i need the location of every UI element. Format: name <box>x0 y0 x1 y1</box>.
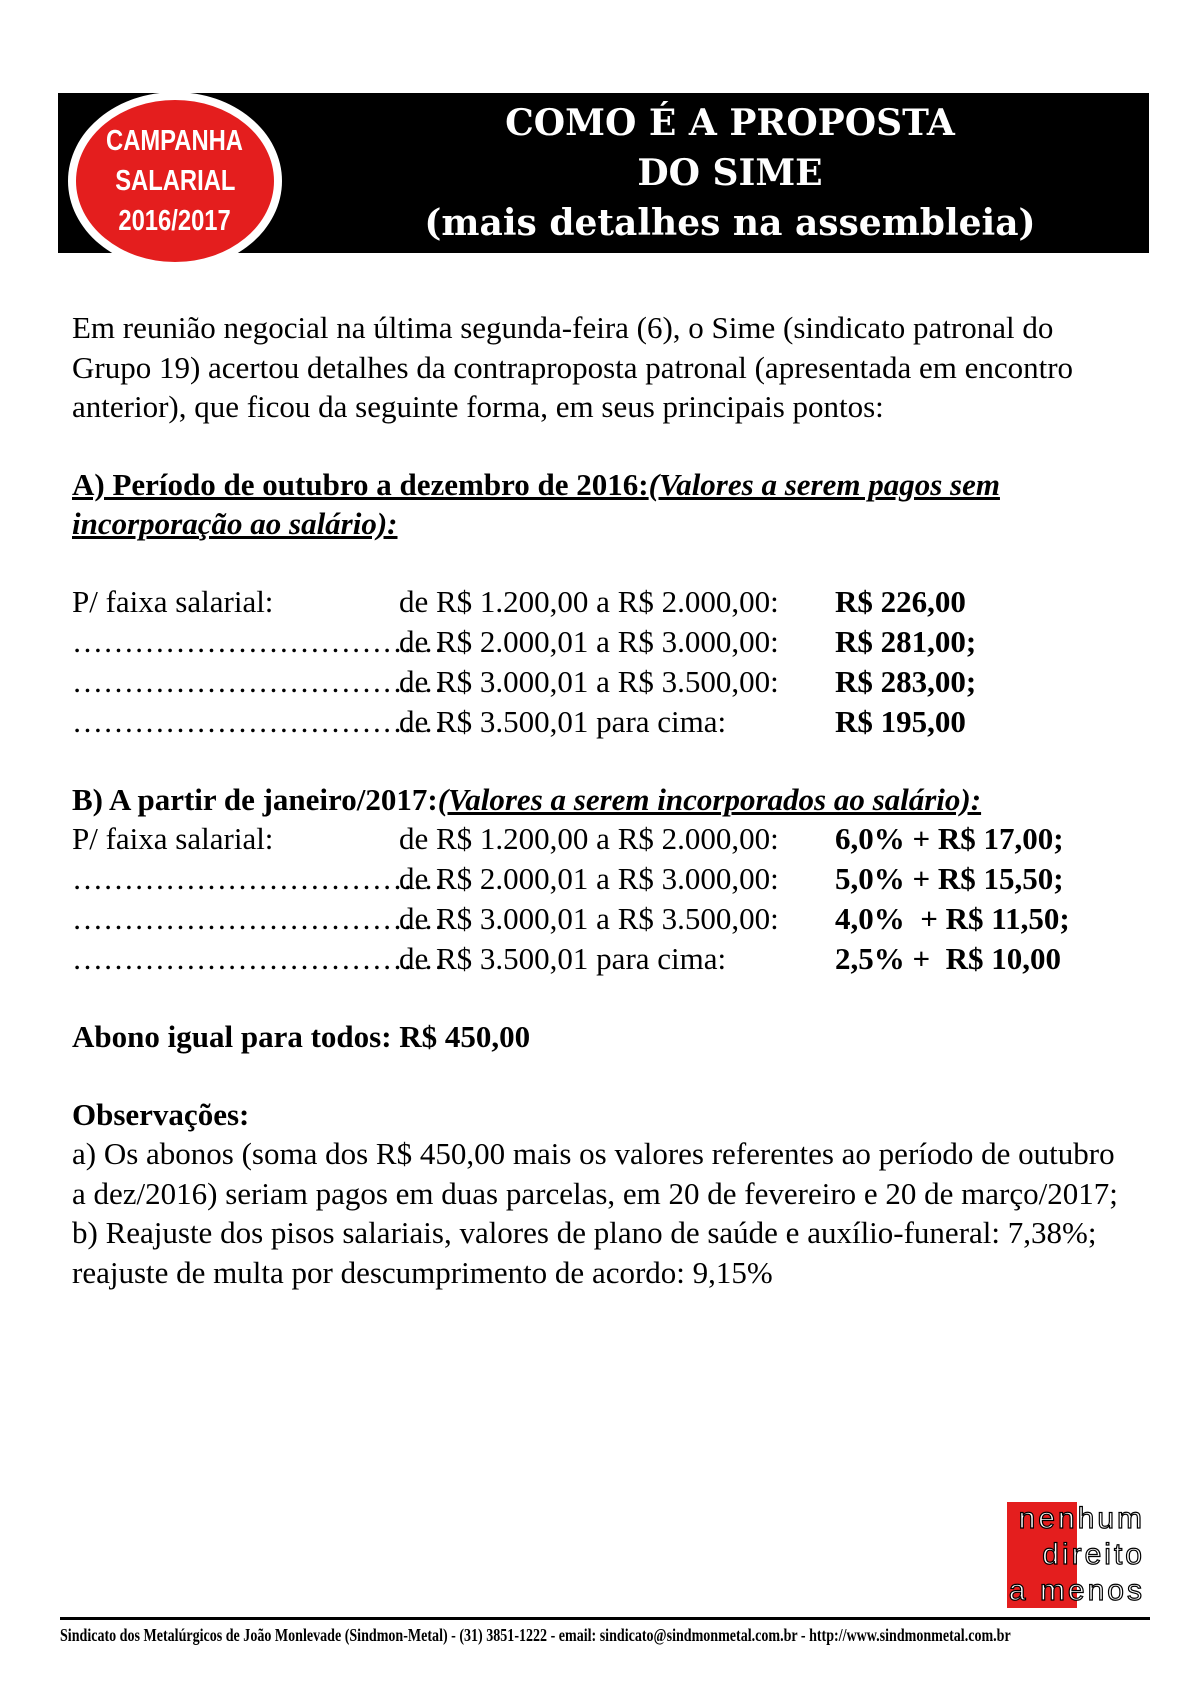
row-range: de R$ 3.000,01 a R$ 3.500,00: <box>399 901 779 936</box>
footer-contact: Sindicato dos Metalúrgicos de João Monlevade (Sindmon-Metal) - (31) 3851-1222 - email: sindicato@sindmonmetal.com.br - http://www.sindmonmetal.com.br <box>60 1625 1011 1645</box>
observacao-b: b) Reajuste dos pisos salariais, valores de plano de saúde e auxílio-funeral: 7,38%; reajuste de multa por descumprimento de acordo: 9,15% <box>72 1215 1097 1290</box>
row-range: de R$ 3.500,01 para cima: <box>399 703 727 739</box>
logo-line-3: a menos <box>1008 1574 1145 1607</box>
row-label: ……………………………… <box>72 703 444 739</box>
badge-line-1: CAMPANHA <box>106 125 244 157</box>
table-row <box>72 582 1132 622</box>
observacoes-heading: Observações: <box>72 1096 250 1132</box>
row-value: 6,0% + R$ 17,00; <box>835 821 1064 856</box>
nenhum-direito-a-menos-logo <box>975 1502 1145 1610</box>
table-row <box>72 622 1132 662</box>
document-body <box>72 308 1132 1292</box>
row-label: ……………………………… <box>72 663 444 699</box>
badge-line-3: 2016/2017 <box>118 205 232 237</box>
row-range: de R$ 2.000,01 a R$ 3.000,00: <box>399 623 779 659</box>
badge-line-2: SALARIAL <box>114 165 236 197</box>
row-value: R$ 281,00; <box>835 623 977 659</box>
row-value: 2,5% + R$ 10,00 <box>835 941 1062 976</box>
row-label: P/ faixa salarial: <box>72 821 274 856</box>
page-title <box>330 98 1130 248</box>
row-label: ……………………………… <box>72 861 444 896</box>
title-line-1: COMO É A PROPOSTA <box>505 102 955 144</box>
section-a-table <box>72 582 1132 742</box>
row-value: R$ 195,00 <box>835 703 966 739</box>
observacao-a: a) Os abonos (soma dos R$ 450,00 mais os valores referentes ao período de outubro a dez/2016) seriam pagos em duas parcelas, em 20 de fevereiro e 20 de março/2017; <box>72 1136 1118 1211</box>
section-b-title: B) A partir de janeiro/2017: <box>72 781 438 817</box>
row-range: de R$ 1.200,00 a R$ 2.000,00: <box>399 821 779 856</box>
row-value: 5,0% + R$ 15,50; <box>835 861 1064 896</box>
row-value: R$ 283,00; <box>835 663 977 699</box>
row-value: 4,0% + R$ 11,50; <box>835 901 1070 936</box>
row-label: ……………………………… <box>72 901 444 936</box>
campaign-badge <box>68 92 282 270</box>
logo-line-1: nenhum <box>1018 1502 1145 1535</box>
table-row <box>72 859 1132 899</box>
row-value: R$ 226,00 <box>835 583 966 619</box>
row-label: ……………………………… <box>72 941 444 976</box>
row-range: de R$ 3.000,01 a R$ 3.500,00: <box>399 663 779 699</box>
title-line-3: (mais detalhes na assembleia) <box>424 202 1036 244</box>
table-row <box>72 819 1132 859</box>
section-b-heading <box>72 780 1132 820</box>
section-b-note: (Valores a serem incorporados ao salário): <box>437 781 982 817</box>
abono-line: Abono igual para todos: R$ 450,00 <box>72 1019 531 1054</box>
row-range: de R$ 2.000,01 a R$ 3.000,00: <box>399 861 779 896</box>
intro-paragraph: Em reunião negocial na última segunda-feira (6), o Sime (sindicato patronal do Grupo 19) acertou detalhes da contraproposta patronal (apresentada em encontro anterior), que ficou da seguinte forma, em seus principais pontos: <box>72 310 1074 424</box>
table-row <box>72 899 1132 939</box>
table-row <box>72 702 1132 742</box>
table-row <box>72 939 1132 979</box>
section-a-note: (Valores a serem pagos sem incorporação ao salário): <box>72 466 1000 541</box>
footer-divider <box>60 1617 1150 1620</box>
row-label: ……………………………… <box>72 623 444 659</box>
section-a-heading <box>72 465 1132 544</box>
logo-line-2: direito <box>1042 1538 1145 1571</box>
section-b-table <box>72 819 1132 979</box>
title-line-2: DO SIME <box>637 152 823 194</box>
section-a-title: A) Período de outubro a dezembro de 2016: <box>72 466 649 502</box>
row-range: de R$ 1.200,00 a R$ 2.000,00: <box>399 583 779 619</box>
row-label: P/ faixa salarial: <box>72 583 274 619</box>
table-row <box>72 662 1132 702</box>
row-range: de R$ 3.500,01 para cima: <box>399 941 727 976</box>
